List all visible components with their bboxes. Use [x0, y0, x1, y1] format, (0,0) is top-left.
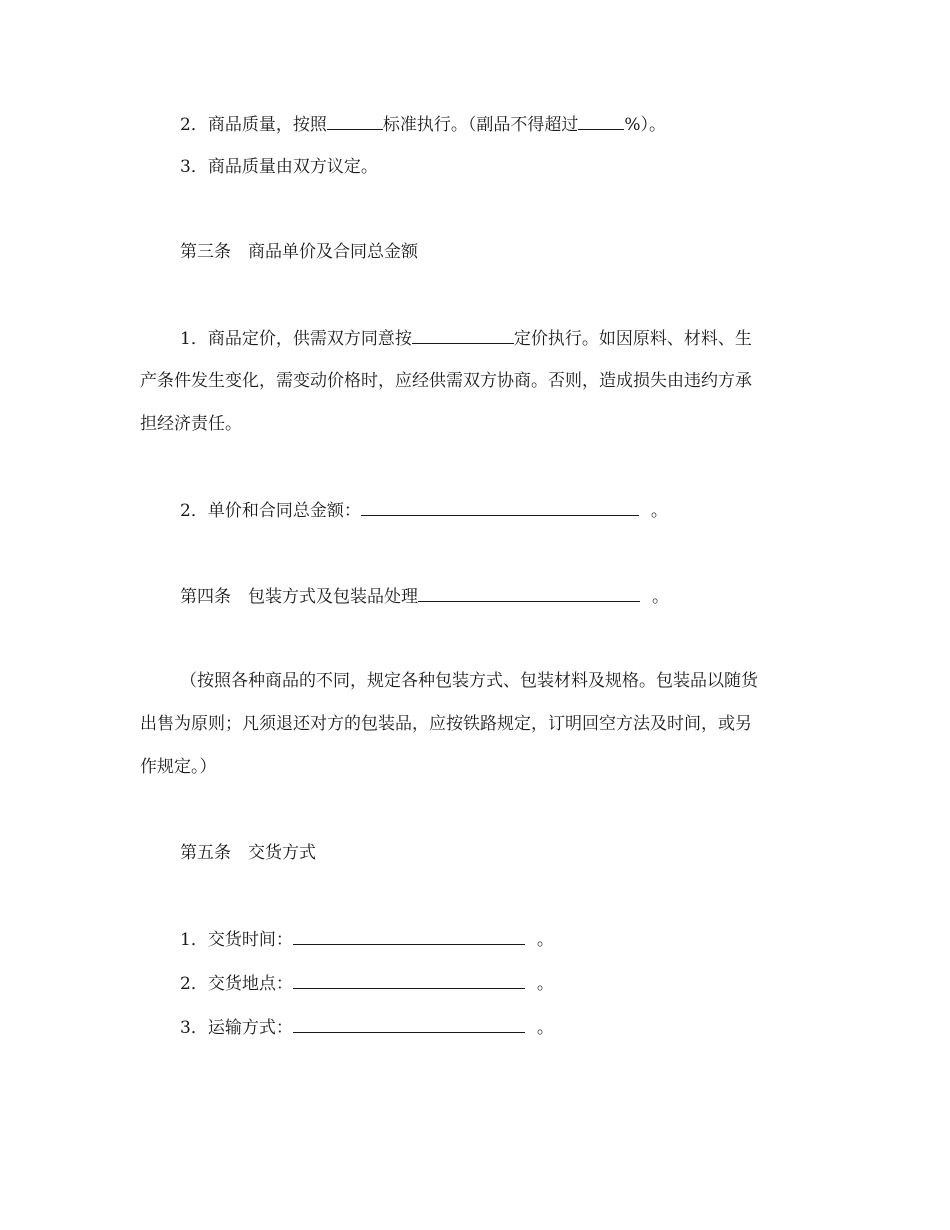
delivery-time-item: 1．交货时间： 。 — [180, 927, 860, 951]
clause-5-heading: 第五条 交货方式 — [180, 843, 316, 863]
pricing-item-line1: 1．商品定价，供需双方同意按 定价执行。如因原料、材料、生 — [180, 326, 860, 350]
quality-agreed-item: 3．商品质量由双方议定。 — [180, 157, 378, 177]
transport-method-blank — [293, 1015, 525, 1033]
total-amount-blank — [361, 498, 639, 516]
clause-3-heading: 第三条 商品单价及合同总金额 — [180, 242, 418, 262]
packaging-note-line2: 出售为原则；凡须退还对方的包装品，应按铁路规定，订明回空方法及时间，或另 — [140, 714, 752, 734]
packaging-note-line3: 作规定。） — [140, 757, 217, 777]
packaging-note-line1: （按照各种商品的不同，规定各种包装方式、包装材料及规格。包装品以随货 — [180, 671, 758, 691]
packaging-blank — [418, 584, 640, 602]
transport-method-item: 3．运输方式： 。 — [180, 1015, 860, 1039]
defect-percent-blank — [578, 112, 624, 130]
clause-4-heading: 第四条 包装方式及包装品处理 。 — [180, 584, 860, 608]
delivery-time-blank — [293, 927, 525, 945]
delivery-place-blank — [293, 971, 525, 989]
pricing-item-line3: 担经济责任。 — [140, 414, 242, 434]
pricing-item-line2: 产条件发生变化，需变动价格时，应经供需双方协商。否则，造成损失由违约方承 — [140, 371, 752, 391]
quality-standard-item: 2．商品质量，按照 标准执行。（副品不得超过 %）。 — [180, 112, 860, 136]
standard-blank — [327, 112, 383, 130]
pricing-basis-blank — [412, 326, 514, 344]
delivery-place-item: 2．交货地点： 。 — [180, 971, 860, 995]
total-amount-item: 2．单价和合同总金额： 。 — [180, 498, 860, 522]
